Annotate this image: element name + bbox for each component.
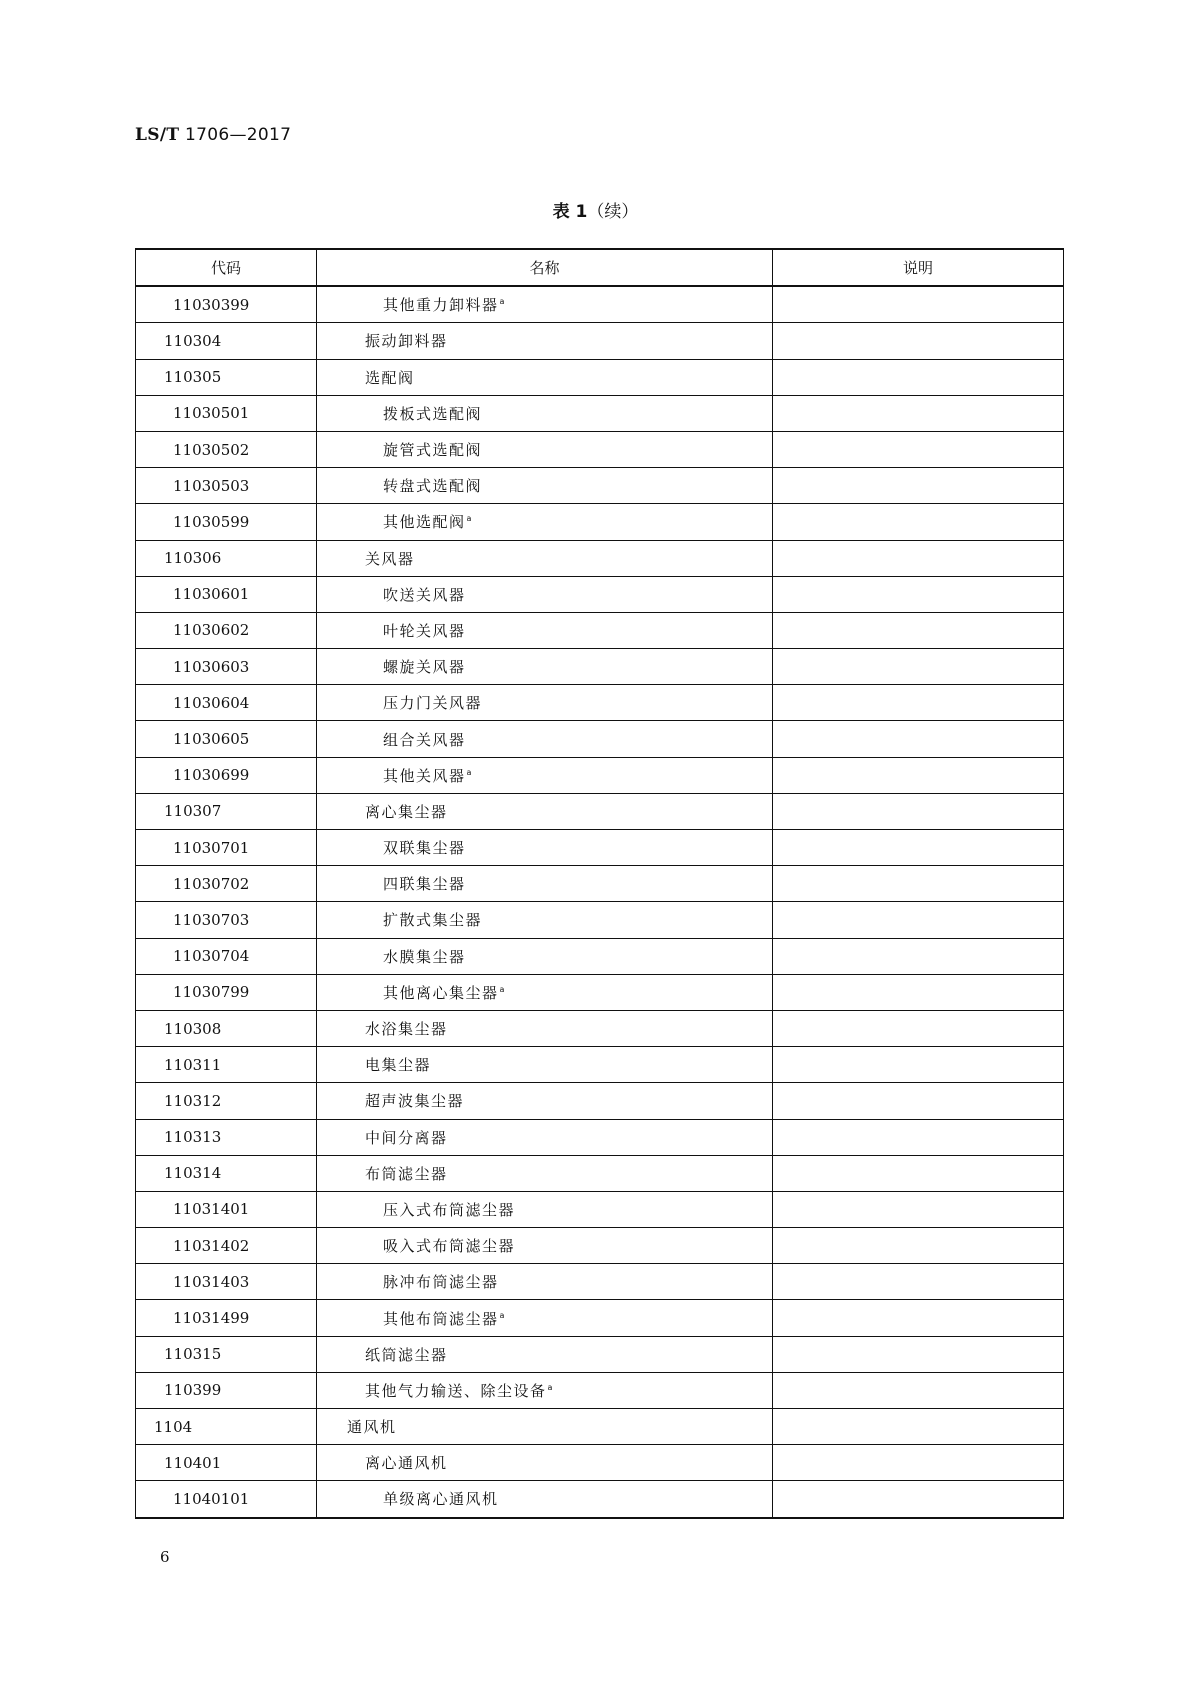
table-row [136,504,1064,540]
cell-name [317,866,773,902]
cell-note [773,540,1064,576]
column-header-name: 名称 [317,249,773,286]
table-row [136,1409,1064,1445]
table-row [136,1228,1064,1264]
cell-name-text: 拨板式选配阀 [383,404,483,423]
table-row [136,468,1064,504]
cell-name-text: 双联集尘器 [383,839,466,858]
cell-name [317,757,773,793]
cell-note [773,830,1064,866]
cell-name [317,395,773,431]
cell-code: 110314 [136,1155,317,1191]
cell-name-text: 中间分离器 [365,1128,448,1147]
cell-name-text: 压力门关风器 [383,694,483,713]
cell-name-text: 压入式布筒滤尘器 [383,1200,516,1219]
cell-note [773,649,1064,685]
cell-code: 11030501 [136,395,317,431]
cell-code: 110305 [136,359,317,395]
table-row [136,974,1064,1010]
table-row [136,793,1064,829]
cell-name-text: 吸入式布筒滤尘器 [383,1237,516,1256]
cell-note [773,1336,1064,1372]
cell-code: 11030503 [136,468,317,504]
cell-code: 11030602 [136,612,317,648]
cell-code: 110307 [136,793,317,829]
cell-code: 11040101 [136,1481,317,1518]
cell-code: 11031403 [136,1264,317,1300]
cell-code: 110306 [136,540,317,576]
table-row [136,1445,1064,1481]
cell-name-text: 螺旋关风器 [383,658,466,677]
cell-note [773,793,1064,829]
cell-code: 110311 [136,1047,317,1083]
cell-name [317,830,773,866]
cell-name-text: 振动卸料器 [365,332,448,351]
table-row [136,286,1064,323]
table-row [136,1119,1064,1155]
cell-code: 11031402 [136,1228,317,1264]
table-title [0,197,1191,222]
cell-name-text: 其他重力卸料器 [383,296,499,315]
cell-name [317,1372,773,1408]
cell-code: 11030399 [136,286,317,323]
cell-name [317,938,773,974]
table-row [136,431,1064,467]
cell-note [773,323,1064,359]
cell-name [317,721,773,757]
cell-name-text: 转盘式选配阀 [383,477,483,496]
cell-note [773,468,1064,504]
cell-name-text: 其他离心集尘器 [383,983,499,1002]
cell-name-text: 叶轮关风器 [383,621,466,640]
cell-name-text: 离心通风机 [365,1454,448,1473]
cell-code: 110315 [136,1336,317,1372]
table-row [136,395,1064,431]
table-row [136,1083,1064,1119]
cell-note [773,1228,1064,1264]
cell-note [773,612,1064,648]
cell-name-text: 纸筒滤尘器 [365,1345,448,1364]
table-row [136,649,1064,685]
cell-name-text: 水膜集尘器 [383,947,466,966]
cell-name-text: 其他关风器 [383,766,466,785]
cell-name-text: 单级离心通风机 [383,1490,499,1509]
table-title-label: 表 1 [552,202,588,222]
cell-note [773,1083,1064,1119]
cell-name [317,431,773,467]
cell-name-text: 四联集尘器 [383,875,466,894]
cell-name-text: 布筒滤尘器 [365,1164,448,1183]
standard-code [135,125,291,145]
cell-note [773,1445,1064,1481]
cell-name-text: 组合关风器 [383,730,466,749]
cell-note [773,974,1064,1010]
cell-code: 110308 [136,1010,317,1046]
cell-note [773,395,1064,431]
cell-name [317,576,773,612]
cell-code: 11030599 [136,504,317,540]
cell-note [773,721,1064,757]
cell-code: 11030702 [136,866,317,902]
cell-note [773,866,1064,902]
cell-name-text: 脉冲布筒滤尘器 [383,1273,499,1292]
table-row [136,1336,1064,1372]
table-body [136,286,1064,1517]
standard-code-prefix: LS/T [135,125,180,145]
column-header-code: 代码 [136,249,317,286]
cell-name [317,1191,773,1227]
cell-note [773,1119,1064,1155]
cell-name [317,612,773,648]
cell-name [317,1409,773,1445]
table-row [136,1300,1064,1336]
cell-name-text: 吹送关风器 [383,585,466,604]
table-row [136,1155,1064,1191]
cell-name [317,1336,773,1372]
table-row [136,721,1064,757]
table-title-suffix: （续） [587,202,639,222]
cell-name [317,685,773,721]
cell-code: 110313 [136,1119,317,1155]
cell-code: 11030699 [136,757,317,793]
cell-name [317,1481,773,1518]
cell-note [773,1191,1064,1227]
table-row [136,576,1064,612]
cell-name-text: 选配阀 [365,368,415,387]
cell-name [317,1010,773,1046]
cell-note [773,1010,1064,1046]
cell-name [317,323,773,359]
table-row [136,1191,1064,1227]
equipment-code-table [135,248,1064,1519]
cell-name [317,1155,773,1191]
table-row [136,685,1064,721]
table-row [136,902,1064,938]
cell-note [773,938,1064,974]
table-row [136,612,1064,648]
cell-name-text: 离心集尘器 [365,802,448,821]
cell-code: 11030799 [136,974,317,1010]
cell-name-text: 其他气力输送、除尘设备 [365,1381,547,1400]
cell-code: 11030502 [136,431,317,467]
cell-name-text: 水浴集尘器 [365,1020,448,1039]
table-row [136,359,1064,395]
cell-name [317,1083,773,1119]
cell-note [773,1047,1064,1083]
cell-name [317,359,773,395]
cell-name [317,1264,773,1300]
cell-name [317,286,773,323]
cell-name-text: 扩散式集尘器 [383,911,483,930]
cell-code: 11030701 [136,830,317,866]
footnote-marker: a [547,1382,553,1392]
cell-note [773,685,1064,721]
cell-code: 11030603 [136,649,317,685]
cell-name-text: 其他布筒滤尘器 [383,1309,499,1328]
cell-code: 11030601 [136,576,317,612]
cell-name [317,1228,773,1264]
table-row [136,757,1064,793]
cell-note [773,504,1064,540]
footnote-marker: a [466,767,472,777]
column-header-note: 说明 [773,249,1064,286]
cell-note [773,902,1064,938]
cell-name-text: 通风机 [347,1418,397,1437]
cell-name-text: 超声波集尘器 [365,1092,465,1111]
table-row [136,323,1064,359]
table-row [136,866,1064,902]
table-row [136,830,1064,866]
cell-name [317,468,773,504]
table-row [136,540,1064,576]
cell-code: 11030605 [136,721,317,757]
cell-note [773,1481,1064,1518]
cell-note [773,576,1064,612]
footnote-marker: a [499,1310,505,1320]
cell-code: 11031499 [136,1300,317,1336]
cell-name [317,974,773,1010]
table-row [136,938,1064,974]
cell-code: 110304 [136,323,317,359]
cell-code: 110399 [136,1372,317,1408]
cell-note [773,1264,1064,1300]
cell-code: 11030703 [136,902,317,938]
cell-code: 11030604 [136,685,317,721]
cell-code: 110401 [136,1445,317,1481]
cell-name [317,1047,773,1083]
cell-name [317,1445,773,1481]
table-header-row [136,249,1064,286]
cell-note [773,1409,1064,1445]
table-row [136,1047,1064,1083]
cell-code: 1104 [136,1409,317,1445]
table-row [136,1264,1064,1300]
cell-note [773,1300,1064,1336]
standard-code-number: 1706—2017 [185,125,292,145]
cell-note [773,1372,1064,1408]
cell-name [317,504,773,540]
page-number: 6 [160,1548,170,1566]
table-row [136,1010,1064,1046]
cell-name [317,1119,773,1155]
cell-name-text: 旋管式选配阀 [383,441,483,460]
cell-name [317,649,773,685]
cell-code: 110312 [136,1083,317,1119]
cell-code: 11030704 [136,938,317,974]
cell-name [317,540,773,576]
cell-note [773,757,1064,793]
cell-name-text: 电集尘器 [365,1056,432,1075]
table-row [136,1481,1064,1518]
cell-name-text: 关风器 [365,549,415,568]
footnote-marker: a [499,297,505,307]
cell-note [773,359,1064,395]
table-row [136,1372,1064,1408]
cell-name-text: 其他选配阀 [383,513,466,532]
cell-name [317,1300,773,1336]
cell-note [773,286,1064,323]
cell-name [317,902,773,938]
footnote-marker: a [499,984,505,994]
cell-name [317,793,773,829]
cell-note [773,431,1064,467]
footnote-marker: a [466,514,472,524]
cell-note [773,1155,1064,1191]
cell-code: 11031401 [136,1191,317,1227]
